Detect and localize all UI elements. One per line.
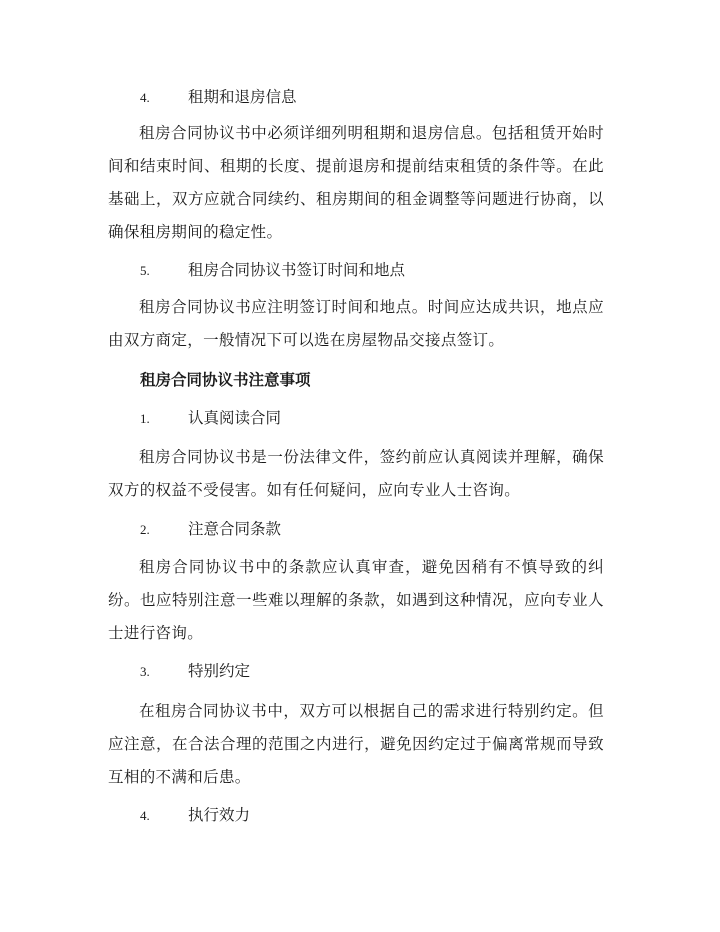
item-title: 租期和退房信息 <box>188 88 297 106</box>
note-title: 认真阅读合同 <box>188 409 282 427</box>
note-heading-2 <box>140 518 281 541</box>
note-heading-4 <box>140 804 250 827</box>
paragraph-read-carefully: 租房合同协议书是一份法律文件，签约前应认真阅读并理解，确保双方的权益不受侵害。如有任何疑问，应向专业人士咨询。 <box>108 448 604 499</box>
section-title: 租房合同协议书注意事项 <box>140 370 311 389</box>
item-title: 租房合同协议书签订时间和地点 <box>188 261 406 279</box>
paragraph-contract-terms: 租房合同协议书中的条款应认真审查，避免因稍有不慎导致的纠纷。也应特别注意一些难以理解的条款，如遇到这种情况，应向专业人士进行咨询。 <box>108 558 604 642</box>
note-title: 特别约定 <box>188 662 251 680</box>
note-title: 执行效力 <box>188 806 251 824</box>
item-number: 5. <box>140 263 150 278</box>
note-number: 3. <box>140 664 150 679</box>
note-title: 注意合同条款 <box>188 520 282 538</box>
item-number: 4. <box>140 90 150 105</box>
paragraph-signing-time-place: 租房合同协议书应注明签订时间和地点。时间应达成共识，地点应由双方商定，一般情况下可以选在房屋物品交接点签订。 <box>108 298 604 349</box>
note-number: 2. <box>140 522 150 537</box>
note-number: 1. <box>140 411 150 426</box>
item-heading-5 <box>140 259 405 282</box>
note-number: 4. <box>140 808 150 823</box>
note-heading-3 <box>140 660 250 683</box>
paragraph-lease-term: 租房合同协议书中必须详细列明租期和退房信息。包括租赁开始时间和结束时间、租期的长度、提前退房和提前结束租赁的条件等。在此基础上，双方应就合同续约、租房期间的租金调整等问题进行协商，以确保租房期间的稳定性。 <box>108 124 604 241</box>
paragraph-special-agreement: 在租房合同协议书中，双方可以根据自己的需求进行特别约定。但应注意，在合法合理的范围之内进行，避免因约定过于偏离常规而导致互相的不满和后患。 <box>108 702 604 786</box>
note-heading-1 <box>140 407 281 430</box>
item-heading-4 <box>140 86 297 109</box>
